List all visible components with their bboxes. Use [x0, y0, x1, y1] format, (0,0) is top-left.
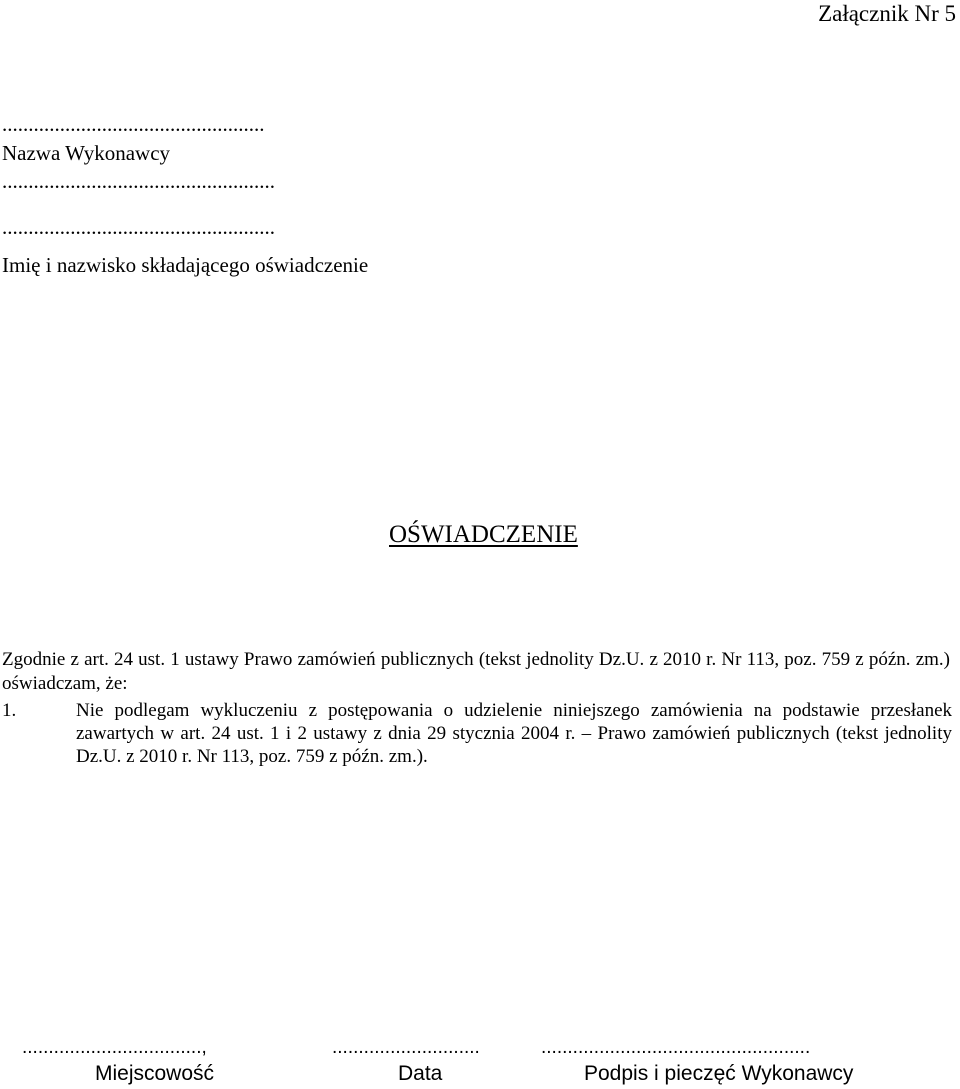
signature-dots: ................................................... — [541, 1037, 811, 1058]
signature-label: Podpis i pieczęć Wykonawcy — [584, 1062, 854, 1085]
declarant-label: Imię i nazwisko składającego oświadczenie — [2, 253, 369, 277]
place-label: Miejscowość — [95, 1062, 215, 1085]
place-dots: .................................., — [22, 1037, 207, 1058]
declarant-dots: .................................................... — [2, 215, 275, 239]
item-text: Nie podlegam wykluczeniu z postępowania o udzielenie niniejszego zamówienia na podstawie przesłanek zawartych w art. 24 ust. 1 i 2 ustawy z dnia 29 stycznia 2004 r. – Prawo zamówień publicznych (tekst jednolity Dz.U. z 2010 r. Nr 113, poz. 759 z późn. zm.). — [76, 700, 952, 767]
contractor-extra-dots: .................................................... — [2, 169, 275, 193]
contractor-name-dots: .................................................. — [2, 112, 265, 136]
date-dots: ............................ — [332, 1037, 480, 1058]
date-label: Data — [398, 1062, 443, 1085]
annex-label: Załącznik Nr 5 — [818, 1, 956, 26]
item-number: 1. — [2, 700, 17, 721]
contractor-name-label: Nazwa Wykonawcy — [2, 141, 171, 165]
document-title: OŚWIADCZENIE — [389, 521, 578, 548]
intro-paragraph: Zgodnie z art. 24 ust. 1 ustawy Prawo zamówień publicznych (tekst jednolity Dz.U. z 2010 r. Nr 113, poz. 759 z późn. zm.) oświadczam, że: — [2, 649, 950, 694]
